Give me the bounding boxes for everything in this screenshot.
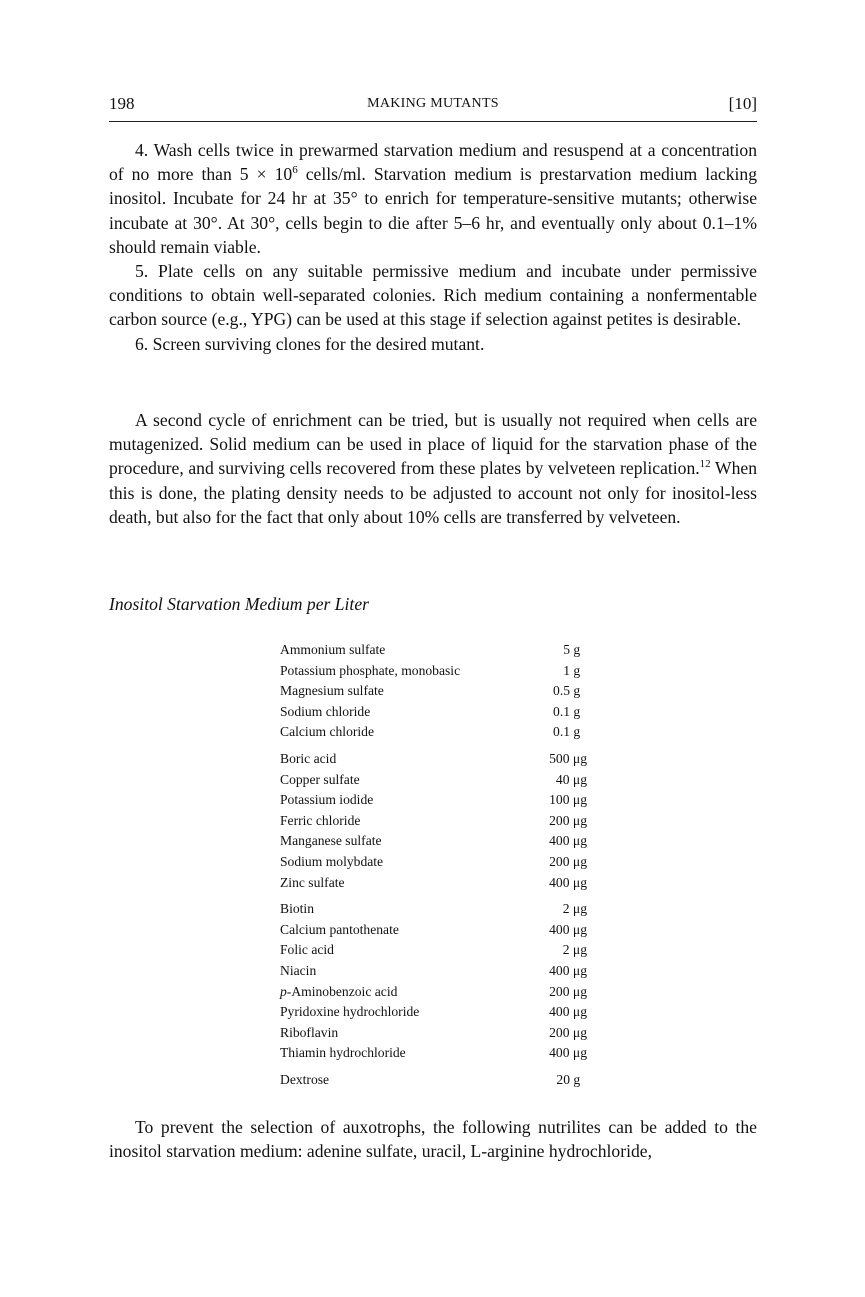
recipe-row (280, 852, 587, 873)
ingredient-name: Magnesium sulfate (280, 683, 384, 699)
recipe-row (280, 790, 587, 811)
ingredient-amount: 200 μg (549, 812, 587, 828)
recipe-row (280, 1002, 587, 1023)
recipe-heading: Inositol Starvation Medium per Liter (109, 594, 369, 614)
step-text: 4. Wash cells twice in prewarmed starvation medium and resuspend at a concentration of no more than 5 × 10 (109, 140, 757, 185)
recipe-row (280, 940, 587, 961)
ingredient-name: Pyridoxine hydrochloride (280, 1004, 420, 1020)
ingredient-name: Calcium chloride (280, 724, 374, 740)
paragraph-text: To prevent the selection of auxotrophs, the following nutrilites can be added to the inositol starvation medium: adenine sulfate, uracil, L-arginine hydrochloride, (109, 1117, 757, 1162)
ingredient-name: Potassium iodide (280, 792, 374, 808)
recipe-row (280, 982, 587, 1003)
paragraph-text: A second cycle of enrichment can be tried, but is usually not required when cells are mutagenized. Solid medium can be used in place of liquid for the starvation phase of the procedure, and surviving cells recovered from these plates by velveteen replication. (109, 410, 757, 479)
section-number: [10] (728, 94, 757, 113)
ingredient-amount: 5 g (563, 642, 587, 657)
ingredient-amount: 200 μg (549, 1024, 587, 1040)
ingredient-name: Biotin (280, 901, 314, 917)
ingredient-name: Boric acid (280, 750, 337, 766)
recipe-row (280, 702, 587, 723)
ingredient-amount: 400 μg (549, 833, 587, 849)
ingredient-name: p-Aminobenzoic acid (280, 983, 398, 999)
step-4 (109, 138, 757, 259)
paragraph-nutrilites (109, 1115, 757, 1163)
ingredient-name: Niacin (280, 962, 317, 978)
ingredient-amount: 200 μg (549, 853, 587, 869)
recipe-table (280, 640, 587, 1090)
recipe-row (280, 722, 587, 743)
ingredient-name: Manganese sulfate (280, 833, 382, 849)
ingredient-amount: 400 μg (549, 1045, 587, 1061)
recipe-row (280, 811, 587, 832)
ingredient-amount: 2 μg (562, 901, 587, 917)
step-5: 5. Plate cells on any suitable permissive medium and incubate under permissive conditions to obtain well-separated colonies. Rich medium containing a nonfermentable carbon source (e.g., YPG) can be used at this stage if selection against petites is desirable. (109, 261, 757, 330)
ingredient-name: Sodium molybdate (280, 853, 384, 869)
recipe-row (280, 661, 587, 682)
header-rule (109, 121, 757, 122)
recipe-row (280, 743, 587, 770)
ingredient-name: Potassium phosphate, monobasic (280, 662, 461, 678)
ingredient-amount: 100 μg (549, 792, 587, 808)
ingredient-amount: 400 μg (549, 921, 587, 937)
ingredient-amount: 0.5 g (553, 683, 587, 699)
ingredient-name: Copper sulfate (280, 771, 360, 787)
recipe-row (280, 1064, 587, 1091)
ingredient-amount: 2 μg (562, 942, 587, 958)
recipe-row (280, 893, 587, 920)
ingredient-name: Sodium chloride (280, 703, 371, 719)
paragraph-second-cycle (109, 408, 757, 529)
ingredient-amount: 400 μg (549, 874, 587, 890)
ingredient-amount: 0.1 g (553, 703, 587, 719)
ingredient-name: Ferric chloride (280, 812, 361, 828)
ingredient-name: Riboflavin (280, 1024, 339, 1040)
recipe-row (280, 640, 587, 661)
page-number: 198 (109, 94, 135, 113)
ingredient-amount: 0.1 g (553, 724, 587, 740)
recipe-row (280, 920, 587, 941)
recipe-row (280, 770, 587, 791)
recipe-row (280, 1023, 587, 1044)
ingredient-amount: 40 μg (555, 771, 587, 787)
ingredient-name: Calcium pantothenate (280, 921, 399, 937)
recipe-row (280, 873, 587, 894)
ingredient-amount: 1 g (563, 662, 587, 678)
ingredient-amount: 200 μg (549, 983, 587, 999)
ingredient-name: Ammonium sulfate (280, 642, 386, 657)
recipe-row (280, 961, 587, 982)
ingredient-amount: 400 μg (549, 1004, 587, 1020)
ingredient-amount: 500 μg (549, 750, 587, 766)
ingredient-name: Folic acid (280, 942, 334, 958)
ingredient-name: Zinc sulfate (280, 874, 345, 890)
step-text: cells/ml. Starvation medium is prestarvation medium lacking inositol. Incubate for 24 hr at 35° to enrich for temperature-sensitive mutants; otherwise incubate at 30°. At 30°, cells begin to die after 5–6 hr, and eventually only about 0.1–1% should remain viable. (109, 164, 757, 257)
reference-superscript: 12 (699, 458, 711, 471)
procedure-steps (109, 138, 757, 356)
recipe-row (280, 1043, 587, 1064)
running-title: MAKING MUTANTS (367, 96, 499, 111)
recipe-row (280, 831, 587, 852)
ingredient-amount: 20 g (556, 1071, 587, 1087)
recipe-row (280, 681, 587, 702)
step-6: 6. Screen surviving clones for the desired mutant. (135, 333, 485, 354)
running-header (109, 94, 757, 116)
ingredient-name: Thiamin hydrochloride (280, 1045, 406, 1061)
paragraph-text: When this is done, the plating density needs to be adjusted to account not only for inositol-less death, but also for the fact that only about 10% cells are transferred by velveteen. (109, 458, 757, 527)
exponent: 6 (292, 164, 298, 177)
ingredient-amount: 400 μg (549, 962, 587, 978)
ingredient-name: Dextrose (280, 1071, 330, 1087)
